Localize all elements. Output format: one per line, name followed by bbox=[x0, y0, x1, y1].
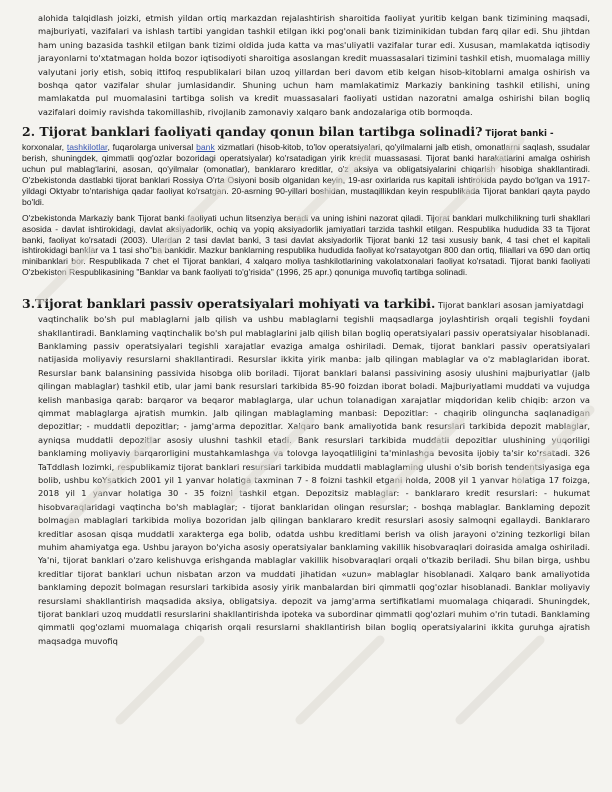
section-2-paragraph-1 bbox=[22, 142, 590, 207]
link-bank[interactable]: bank bbox=[196, 142, 215, 153]
section-3-paragraph: vaqtinchalik bo'sh pul mablaglarni jalb qilish va ushbu mablaglarni tegishli maqsadlarga joylashtirish orqali tegishli foydani shakllantiradi. Banklaming vaqtinchalik bo'sh pul mablaglarini jalb qilish bilan bogliq operatsiyalari passiv operatsiyalar hisoblanadi. Banklaming passiv operatsiyalari tegishli xarajatlar evaziga amalga oshiriladi. Demak, tijorat banklari passiv operatsiyalari natijasida moliyaviy resurslarni shakllantiradi. Resurslar ikkita yirik manba: jalb qilingan mablaglar va o'z mablaglaridan iborat. Resurslar bank balansining passivida hisobga olib boriladi. Tijorat banklari balansi passivining asosiy ulushini majburiyatlar (jalb qilingan mablaglar) tashkil etib, ular jami bank resurslari tarkibida 85-90 foizdan iborat boladi. Majburiyatlami muddati va vujudga kelish manbasiga qarab: barqaror va beqaror mablaglarga, ular uchun tolanadigan xarajatlar miqdoridan kelib chiqib: arzon va qimmat mablaglarga ajratish mumkin. Jalb qilingan mablaglaming manbasi: Depozitlar: - chaqirib olinguncha saqlanadigan depozitlar; - muddatli depozitlar; - jamg'arma depozitlar. Xalqaro bank amaliyotida bank resurslari tarkibida depozit mablaglar, ayniqsa muddatli depozitlar asosiy ulushni tashkil etadi. Bank resurslari tarkibida muddatli depozitlar ulushining yuqoriligi banklaming moliyaviy barqarorligini mustahkamlashga va tolovga layoqatliligini ta'minlashga bevosita ijobiy ta'sir ko'rsatadi. 326 TaTddlash lozimki, respublikamiz tijorat banklari resurslari tarkibida muddatli mablaglaming ulushi o'sib borish tendentsiyasiga ega bolib, ushbu koYsatkich 2001 yil 1 yanvar holatiga taxminan 7 - 8 foizni tashkil etgani holda, 2008 yil 1 yanvar holatiga 17 foizga, 2018 yil 1 yanvar holatiga 30 - 35 foizni tashkil etgan. Depozitsiz mablaglar: - banklararo kredit resurslari: - hukumat hisobvaraqlaridagi vaqtincha bo'sh mablaglar; - tijorat banklaridan olingan resurslar; - boshqa mablaglar. Banklaming depozit bolmagan mablaglari tarkibida moliya bozoridan jalb qilingan banklararo kredit resurslari asosiy salmoqni egallaydi. Banklararo kreditlar asosan qisqa muddatli xarakterga ega bolib, odatda ushbu kreditlami berish va olish jarayoni o'zining tezkorligi bilan muhim ahamiyatga ega. Ushbu jarayon bo'yicha asosiy operatsiyalar banklaming vakillik hisobvaraqlari doirasida amalga oshiriladi. Ya'ni, tijorat banklari o'zaro kelishuvga erishganda mablaglar vakillik hisobvaraqlari orqali o'tkazib beriladi. Shu bilan birga, ushbu kreditlar tijorat banklari uchun nisbatan arzon va muddati jihatidan «uzun» mablaglar hisoblanadi. Xalqaro bank amaliyotida banklaming depozit bolmagan resurslari tarkibida asosiy yirik manbalardan biri qimmatli qog'ozlar hisoblanadi. Banklar moliyaviy resurslami shakllantirish maqsadida aksiya, obligatsiya. depozit va jamg'arma sertifikatlami muomalaga chiqaradi. Shuningdek, tijorat banklari uzoq muddatli resurslarini shakllantirishda ipoteka va subordinar qimmatli qog'ozlari muhim o'rin tutadi. Banklaming qimmatli qog'ozlami muomalaga chiqarish orqali resurslarni shakllantirish bilan bogliq operatsiyalarini ikkita guruhga ajratish maqsadga muvofiq bbox=[38, 314, 590, 646]
section-3-heading-block bbox=[22, 296, 590, 313]
intro-paragraph: alohida talqidlash joizki, etmish yildan ortiq markazdan rejalashtirish sharoitida faoliyat yuritib kelgan bank tizimining maqsadi, majburiyati, vazifalari va ishlash tartibi yangidan tashkil etilgan ikki pog'onali bank tiziminikidan tubdan farq qilar edi. Shu jihtdan ham uning bazasida tashkil etilgan bank tizimi oldida juda katta va mas'uliyatli vazifalar turar edi. Xususan, mamlakatda iqtisodiy jarayonlarni to'xtatmagan holda bozor iqtisodiyoti sharoitiga asoslangan kredit muassasalari tizimini tashkil etish, muomalaga milliy valyutani joriy etish, sobiq ittifoq respublikalari bilan uzoq yillardan beri davom etib kelgan hisob-kitoblarni amalga oshirish va boshqa qator vazifalar shular jumlasidandir. Shuning uchun ham mamlakatimiz Markaziy bankining tashkil etilishi, uning mamlakatda pul muomalasini tartibga solish va kredit muassasalari faoliyati ustidan nazoratni amalga oshirishi bilan bogliq vazifalari doimiy ravishda takomillashib, rivojlanib zamonaviy xalqaro bank andozalariga otib bormoqda. bbox=[38, 13, 590, 117]
section-3-lead: Tijorat banklari asosan jamiyatdagi bbox=[435, 300, 584, 311]
section-2-p1-mid: , fuqarolarga universal bbox=[107, 142, 197, 153]
section-2-heading-block bbox=[22, 124, 590, 142]
section-2-lead: Tijorat banki - bbox=[482, 129, 554, 140]
section-2-paragraph-2: O'zbekistonda Markaziy bank Tijorat banki faoliyati uchun litsenziya beradi va uning ishini nazorat qiladi. Tijorat banklari mulkchilikning turli shakllari asosida - davlat ishtirokidagi, davlat aksiyadorlik, ochiq va yopiq aksiyadorlik jamiyatlari tarzida tashkil etilgan. Respublika hududida 33 ta Tijorat banki, faoliyat ko'rsatadi (2003). Ulardan 2 tasi davlat banki, 3 tasi davlat aksiyadorlik Tijorat banki 12 tasi xususiy bank, 4 tasi chet el kapitali ishtirokidagi banklar va 1 tasi sho''ba bankidir. Mazkur banklarning respublika hududida faoliyat ko'rsatayotgan 800 dan ortiq, filiallari va 690 dan ortiq minibanklari bor. Respublikada 7 chet el Tijorat banklari, 4 xalqaro moliya tashkilotlarining vakolatxonalari faoliyat ko'rsatadi. Tijorat banki faoliyati O'zbekiston Respublikasining "Banklar va bank faoliyati to'g'risida" (1996, 25 apr.) qonuniga muvofiq tartibga solinadi. bbox=[22, 212, 590, 278]
section-2-heading: 2. Tijorat banklari faoliyati qanday qonun bilan tartibga solinadi? bbox=[22, 124, 483, 140]
link-tashkilotlar[interactable]: tashkilotlar bbox=[66, 142, 108, 153]
section-3-heading: 3.Tijorat banklari passiv operatsiyalari mohiyati va tarkibi. bbox=[22, 296, 436, 312]
section-2-p1-start: korxonalar, bbox=[22, 142, 67, 153]
section-2-p1-end: xizmatlari (hisob-kitob, to'lov operatsiyalari, qo'yilmalarni jalb etish, omonatlarni saqlash, ssudalar berish, shuningdek, qimmatli qog'ozlar bozoridagi operatsiyalar) ko'rsatadigan yirik kredit muassasasi. Tijorat banki harakatlarini amalga oshirish uchun pul mablagʻlarini, asosan, qo'yilmalar (omonatlar), banklararo kreditlar, o'z aksiya va obligatsiyalarini chiqarish hisobiga shakllantiradi. O'zbekistonda dastlabki tijorat banklari Rossiya O'rta Osiyoni bosib olganidan keyin, 19-asr oxirlarida rus kapitali ishtirokida paydo boʻlgan va 1917-yildagi Oktyabr to'ntarishiga qadar faoliyat ko'rsatgan. 20-asrning 90-yillari boshidan, mustaqillikdan keyin respublikada Tijorat banklari qayta paydo bo'ldi. bbox=[22, 142, 590, 207]
